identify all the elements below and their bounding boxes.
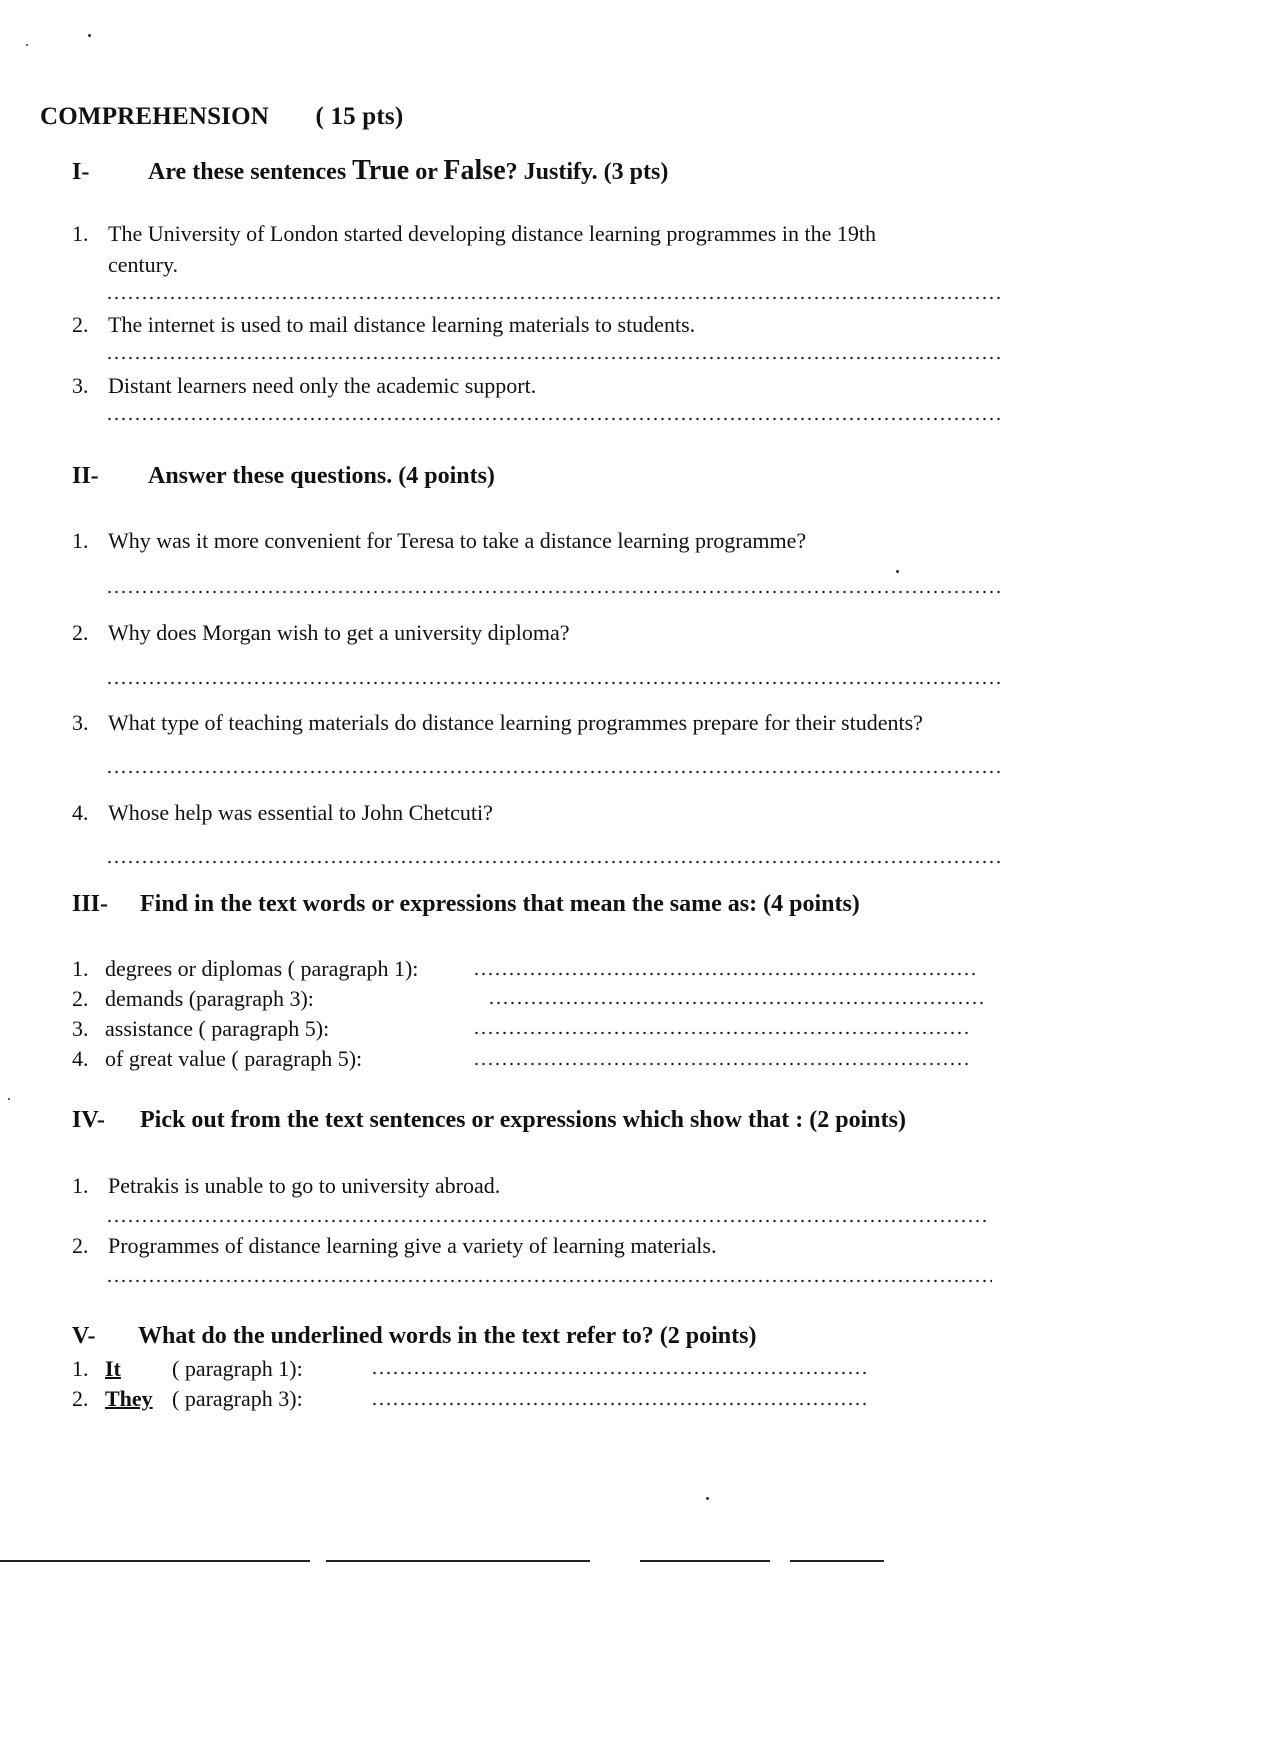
answer-line[interactable]	[106, 296, 1004, 300]
item-number: 2.	[72, 1386, 89, 1411]
section-1-item-2	[72, 312, 695, 338]
section-3-heading-text: Find in the text words or expressions that mean the same as: (4 points)	[140, 891, 860, 917]
answer-line[interactable]	[106, 417, 1004, 421]
answer-line[interactable]	[106, 1279, 992, 1283]
section-1-true: True	[352, 155, 410, 186]
item-text: assistance ( paragraph 5):	[105, 1016, 330, 1041]
answer-line[interactable]	[473, 1031, 971, 1035]
underlined-word: It	[105, 1356, 121, 1381]
item-text: demands (paragraph 3):	[105, 986, 314, 1011]
item-number: 2.	[72, 620, 89, 645]
item-number: 1.	[72, 956, 89, 981]
section-1-heading-a: Are these sentences	[148, 159, 353, 185]
item-text: What type of teaching materials do distance learning programmes prepare for their students?	[108, 710, 923, 735]
footer-rule	[790, 1560, 884, 1562]
item-reference: ( paragraph 3):	[172, 1386, 303, 1411]
scan-speck	[26, 44, 28, 46]
section-5-heading	[72, 1323, 756, 1350]
item-text: Programmes of distance learning give a variety of learning materials.	[108, 1233, 717, 1258]
answer-line[interactable]	[371, 1371, 867, 1375]
footer-rule	[326, 1560, 590, 1562]
item-number: 1.	[72, 528, 89, 553]
section-3-item-4	[72, 1046, 362, 1072]
footer-rule	[0, 1560, 310, 1562]
section-2-heading-text: Answer these questions. (4 points)	[148, 463, 495, 489]
item-number: 4.	[72, 1046, 89, 1071]
item-text: Why was it more convenient for Teresa to take a distance learning programme?	[108, 528, 807, 553]
section-2-heading	[72, 463, 495, 490]
item-text: Distant learners need only the academic support.	[108, 373, 537, 398]
section-1-roman: I-	[72, 159, 90, 185]
item-number: 2.	[72, 1233, 89, 1258]
section-4-roman: IV-	[72, 1107, 105, 1133]
item-number: 4.	[72, 800, 89, 825]
answer-line[interactable]	[106, 770, 1004, 774]
section-5-roman: V-	[72, 1323, 96, 1349]
answer-line[interactable]	[473, 972, 975, 976]
item-number: 1.	[72, 221, 89, 246]
section-4-heading	[72, 1107, 906, 1134]
item-number: 3.	[72, 1016, 89, 1041]
underlined-word: They	[105, 1386, 153, 1411]
item-number: 1.	[72, 1356, 89, 1381]
item-text: Petrakis is unable to go to university abroad.	[108, 1173, 501, 1198]
section-1-heading-b: ? Justify. (3 pts)	[505, 159, 669, 185]
section-4-heading-text: Pick out from the text sentences or expressions which show that : (2 points)	[140, 1107, 906, 1133]
item-number: 3.	[72, 373, 89, 398]
section-1-item-1	[72, 221, 876, 247]
section-1-item-1-line-2	[108, 252, 178, 278]
section-5-item-1	[72, 1356, 303, 1382]
section-2-item-1	[72, 528, 806, 554]
item-number: 1.	[72, 1173, 89, 1198]
section-5-heading-text: What do the underlined words in the text refer to? (2 points)	[138, 1323, 757, 1349]
answer-line[interactable]	[106, 356, 1004, 360]
section-4-item-1	[72, 1173, 500, 1199]
item-number: 2.	[72, 312, 89, 337]
section-4-item-2	[72, 1233, 716, 1259]
section-2-item-3	[72, 710, 923, 736]
section-1-or: or	[409, 159, 444, 185]
answer-line[interactable]	[106, 590, 1004, 594]
answer-line[interactable]	[473, 1062, 971, 1066]
page-title	[40, 103, 403, 131]
item-text-continued: century.	[108, 252, 179, 277]
section-3-item-2	[72, 986, 314, 1012]
section-2-roman: II-	[72, 463, 99, 489]
item-number: 3.	[72, 710, 89, 735]
section-3-item-1	[72, 956, 418, 982]
footer-rule	[640, 1560, 770, 1562]
scan-speck	[896, 570, 899, 573]
item-text: The internet is used to mail distance learning materials to students.	[108, 312, 696, 337]
item-number: 2.	[72, 986, 89, 1011]
section-1-false: False	[443, 155, 506, 186]
section-2-item-4	[72, 800, 493, 826]
scan-speck	[8, 1098, 10, 1100]
section-3-heading	[72, 891, 860, 918]
scan-speck	[88, 34, 91, 37]
item-reference: ( paragraph 1):	[172, 1356, 303, 1381]
answer-line[interactable]	[106, 860, 1004, 864]
scan-speck	[706, 1497, 709, 1500]
answer-line[interactable]	[106, 1219, 986, 1223]
section-2-item-2	[72, 620, 570, 646]
item-text: Whose help was essential to John Chetcuti?	[108, 800, 493, 825]
answer-line[interactable]	[106, 681, 1004, 685]
item-text: Why does Morgan wish to get a university diploma?	[108, 620, 570, 645]
section-3-roman: III-	[72, 891, 109, 917]
title-text: COMPREHENSION	[40, 103, 270, 130]
section-3-item-3	[72, 1016, 329, 1042]
section-1-item-3	[72, 373, 536, 399]
answer-line[interactable]	[371, 1402, 867, 1406]
answer-line[interactable]	[488, 1001, 984, 1005]
item-text: The University of London started developing distance learning programmes in the 19th	[108, 221, 876, 246]
item-text: of great value ( paragraph 5):	[105, 1046, 363, 1071]
section-1-heading	[72, 155, 668, 187]
item-text: degrees or diplomas ( paragraph 1):	[105, 956, 419, 981]
section-5-item-2	[72, 1386, 303, 1412]
title-points: ( 15 pts)	[315, 103, 404, 130]
